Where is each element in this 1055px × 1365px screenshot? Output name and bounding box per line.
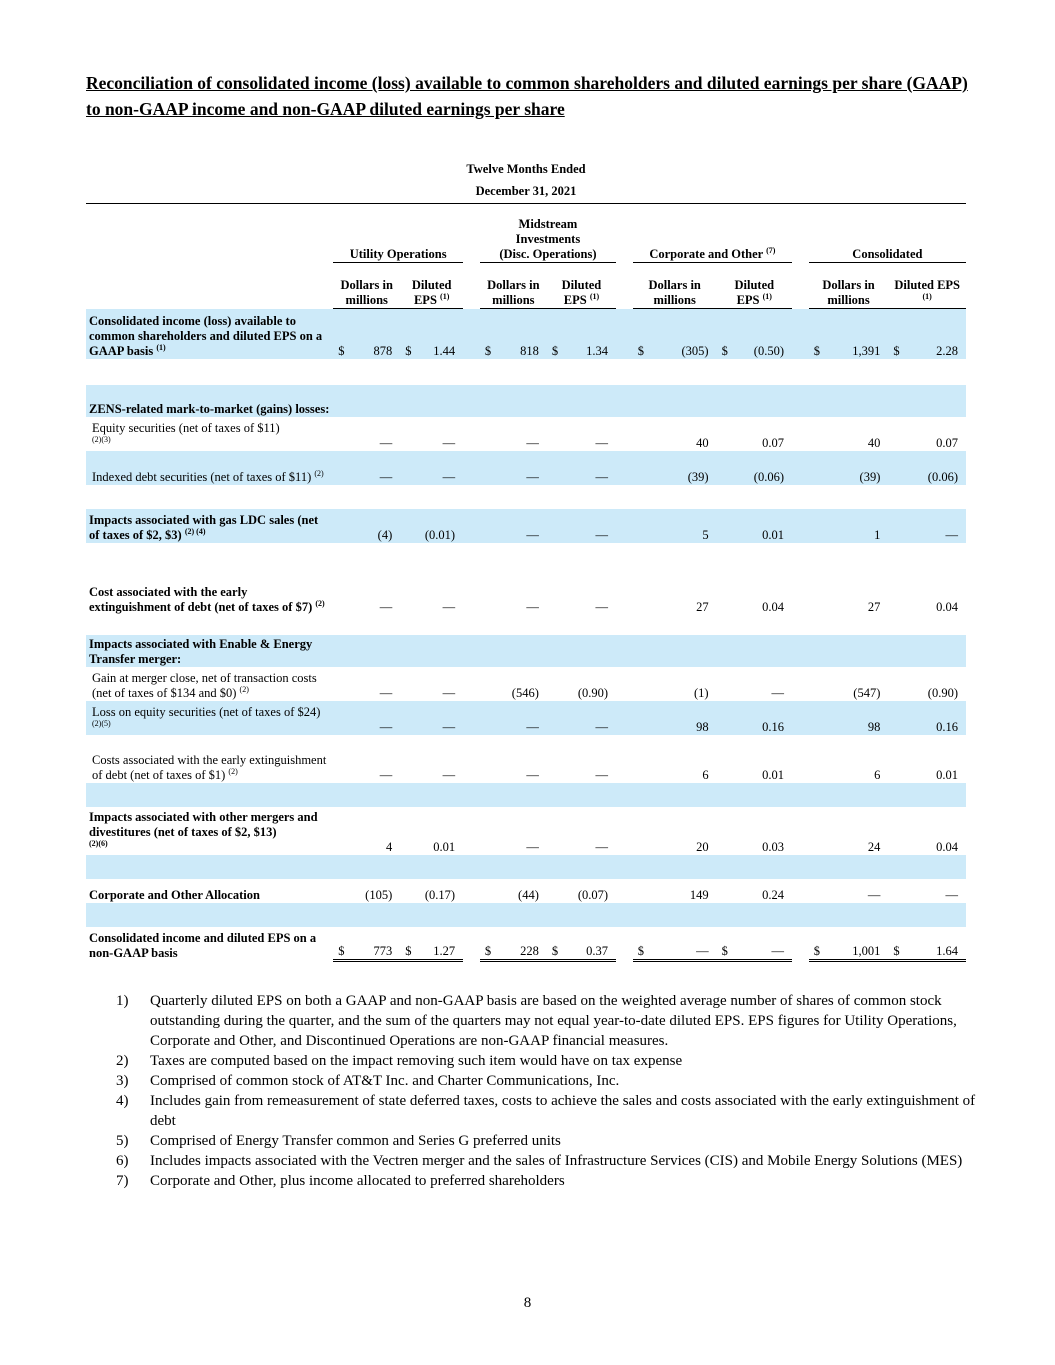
cell-value: — [526,435,539,450]
table-row-costs: Costs associated with the early extinguishment of debt (net of taxes of $1) $^{(2)}$ — — — — 6 0.01 6 0.01 [86,735,966,783]
cell-value: — [526,719,539,734]
cell-value: 24 [867,839,881,854]
cell-value: — [526,599,539,614]
cell-midstream-dollars [480,807,547,855]
cell-utility-dollars [333,927,400,961]
cell-value: 1,001 [852,944,881,958]
cell-consolidated-eps [888,451,966,485]
cell-value: — [595,435,609,450]
table-row-loss: Loss on equity securities (net of taxes of $24) $^{(2)(5)}$ — — — — 98 0.16 98 0.16 [86,701,966,735]
cell-value: 27 [696,599,709,614]
cell-utility-dollars [333,667,400,701]
period-header [86,158,966,202]
cell-corporate-dollars [633,701,717,735]
table-row-ldc: Impacts associated with gas LDC sales (net of taxes of $2, $3) $^{(2) (4)}$ (4) (0.01) — — 5 0.01 1 — [86,509,966,543]
cell-midstream-dollars [480,451,547,485]
segment-header-row [86,204,966,263]
cell-value: — [379,719,393,734]
cell-midstream-dollars [480,735,547,783]
cell-value: (546) [511,685,539,700]
dollar-sign: $ [405,343,412,358]
cell-value: (305) [681,343,709,358]
cell-utility-eps [400,667,463,701]
cell-value: (0.17) [424,887,456,902]
cell-utility-dollars [333,735,400,783]
cell-consolidated-eps [888,667,966,701]
cell-value: 149 [689,887,709,902]
cell-utility-eps [400,417,463,451]
cell-value: — [595,469,609,484]
cell-utility-dollars [333,509,400,543]
cell-corporate-eps [717,735,792,783]
cell-corporate-eps [717,927,792,961]
cell-consolidated-dollars [809,309,889,359]
cell-utility-dollars [333,417,400,451]
cell-value: 1.34 [586,343,609,358]
table-row-enable-heading: Impacts associated with Enable & Energy Transfer merger: [86,635,966,667]
cell-utility-eps [400,927,463,961]
reconciliation-table-wrap [86,203,966,962]
cell-value: — [595,767,609,782]
table-row-early-extinguishment: Cost associated with the early extinguishment of debt (net of taxes of $7) $^{(2)}$ — — — — 27 0.04 27 0.04 [86,567,966,615]
cell-value: (105) [365,887,393,902]
cell-value: 20 [696,839,709,854]
cell-value: — [379,435,393,450]
cell-utility-eps [400,451,463,485]
dollar-sign: $ [551,944,559,958]
dollar-sign: $ [721,343,728,358]
cell-value: 40 [867,435,881,450]
cell-consolidated-eps [888,879,966,903]
table-row-equity: Equity securities (net of taxes of $11) $^{(2)(3)}$ — — — — 40 0.07 40 0.07 [86,417,966,451]
reconciliation-table [86,203,966,962]
cell-value: — [595,527,609,542]
footnote: 2) Taxes are computed based on the impact removing such item would have on tax expense [116,1053,683,1069]
page-title: Reconciliation of consolidated income (loss) available to common shareholders and diluted earnings per share (GAAP) to non-GAAP income and non-GAAP diluted earnings per share [86,73,968,119]
cell-midstream-dollars [480,417,547,451]
cell-value: 1.27 [433,944,456,958]
cell-value: 0.24 [762,887,784,902]
cell-value: — [526,839,539,854]
cell-value: 1 [874,527,881,542]
cell-value: 0.04 [762,599,784,614]
cell-midstream-eps [547,451,616,485]
table-row-nongaap: Consolidated income and diluted EPS on a non-GAAP basis $ 773 $ 1.27 $ 228 $ 0.37 $ — $ — $ 1,001 $ 1.64 [86,927,966,961]
cell-midstream-dollars [480,927,547,961]
cell-corporate-dollars [633,879,717,903]
period-line1: Twelve Months Ended [466,162,586,176]
cell-value: — [379,685,393,700]
cell-value: (0.90) [927,685,958,700]
cell-utility-dollars [333,807,400,855]
dollar-sign: $ [338,343,345,358]
cell-value: — [526,469,539,484]
cell-midstream-eps [547,567,616,615]
cell-corporate-dollars [633,309,717,359]
cell-consolidated-dollars [809,879,889,903]
cell-corporate-dollars [633,509,717,543]
cell-value: 0.16 [762,719,784,734]
cell-midstream-eps [547,879,616,903]
cell-consolidated-eps [888,417,966,451]
cell-value: (0.06) [753,469,784,484]
dollar-sign: $ [484,343,492,358]
cell-value: 0.07 [936,435,958,450]
cell-midstream-eps [547,309,616,359]
cell-value: (0.50) [753,343,784,358]
cell-consolidated-dollars [809,509,889,543]
cell-consolidated-eps [888,701,966,735]
cell-value: — [379,599,393,614]
dollar-sign: $ [551,343,559,358]
cell-corporate-dollars [633,451,717,485]
cell-value: (4) [377,527,393,542]
cell-corporate-dollars [633,567,717,615]
cell-value: — [442,719,456,734]
footnotes [116,991,976,1191]
cell-corporate-eps [717,451,792,485]
footnote: 4) Includes gain from remeasurement of state deferred taxes, costs to achieve the sales and costs associated with the early extinguishment of debt [116,1093,976,1129]
cell-value: (44) [518,887,539,902]
cell-midstream-eps [547,667,616,701]
cell-midstream-eps [547,927,616,961]
eps-header-midstream: Diluted EPS $^{(1)}$ [547,273,616,309]
cell-value: 0.07 [762,435,784,450]
cell-consolidated-eps [888,927,966,961]
cell-corporate-dollars [633,735,717,783]
cell-corporate-eps [717,667,792,701]
cell-corporate-dollars [633,417,717,451]
cell-consolidated-dollars [809,567,889,615]
cell-midstream-dollars [480,667,547,701]
cell-value: 0.01 [762,527,784,542]
cell-value: (39) [687,469,709,484]
cell-value: — [442,767,456,782]
cell-utility-dollars [333,309,400,359]
cell-value: — [595,599,609,614]
cell-consolidated-eps [888,735,966,783]
table-row-other-mergers: Impacts associated with other mergers and divestitures (net of taxes of $2, $13) $^{(2)(6)}$ 4 0.01 — — 20 0.03 24 0.04 [86,807,966,855]
cell-midstream-dollars [480,509,547,543]
cell-value: 6 [702,767,709,782]
cell-value: 2.28 [936,343,958,358]
table-row-gaap: Consolidated income (loss) available to common shareholders and diluted EPS on a GAAP basis $^{(1)}$ $ 878 $ 1.44 $ 818 $ 1.34 $ (305) $ (0.50) $ 1,391 $ 2.28 [86,309,966,359]
cell-midstream-eps [547,509,616,543]
cell-value: (39) [859,469,881,484]
table-row-indexed: Indexed debt securities (net of taxes of $11) $^{(2)}$ — — — — (39) (0.06) (39) (0.06) [86,451,966,485]
eps-header-corporate: Diluted EPS $^{(1)}$ [717,273,792,309]
cell-value: (1) [693,685,709,700]
dollars-header-midstream: Dollars in millions [480,273,547,309]
cell-corporate-eps [717,509,792,543]
cell-utility-eps [400,807,463,855]
eps-header-utility: Diluted EPS $^{(1)}$ [400,273,463,309]
dollar-sign: $ [893,343,900,358]
cell-corporate-dollars [633,667,717,701]
cell-midstream-eps [547,735,616,783]
cell-midstream-eps [547,807,616,855]
segment-corporate: Corporate and Other $^{(7)}$ [633,204,792,263]
cell-value: 228 [520,944,539,958]
dollar-sign: $ [484,944,492,958]
cell-utility-dollars [333,567,400,615]
cell-value: — [442,599,456,614]
cell-utility-dollars [333,451,400,485]
cell-utility-dollars [333,701,400,735]
dollar-sign: $ [637,944,645,958]
cell-value: — [442,685,456,700]
cell-value: 4 [386,839,393,854]
cell-value: 40 [696,435,709,450]
segment-midstream: Midstream Investments (Disc. Operations) [480,204,616,263]
cell-midstream-dollars [480,567,547,615]
cell-consolidated-eps [888,567,966,615]
cell-value: 98 [696,719,709,734]
cell-midstream-dollars [480,309,547,359]
cell-value: — [379,767,393,782]
page-number: 8 [523,1295,532,1311]
cell-consolidated-dollars [809,451,889,485]
segment-consolidated: Consolidated [809,204,966,263]
footnote: 5) Comprised of Energy Transfer common and Series G preferred units [116,1133,561,1149]
cell-utility-dollars [333,879,400,903]
cell-value: — [595,839,609,854]
cell-utility-eps [400,701,463,735]
cell-consolidated-dollars [809,667,889,701]
cell-value: 773 [373,944,393,958]
cell-utility-eps [400,567,463,615]
cell-value: 6 [874,767,881,782]
cell-midstream-dollars [480,701,547,735]
cell-midstream-eps [547,701,616,735]
eps-header-consolidated: Diluted EPS $^{(1)}$ [888,273,966,309]
cell-value: — [526,527,539,542]
subheader-row [86,273,966,309]
cell-corporate-dollars [633,807,717,855]
dollar-sign: $ [721,944,728,958]
cell-value: (0.07) [577,887,609,902]
cell-midstream-dollars [480,879,547,903]
cell-value: 98 [867,719,881,734]
cell-value: 0.04 [936,599,958,614]
cell-value: (0.01) [424,527,456,542]
cell-value: — [442,469,456,484]
segment-utility: Utility Operations [333,204,463,263]
cell-consolidated-dollars [809,807,889,855]
cell-value: — [945,527,958,542]
cell-value: 0.04 [936,839,958,854]
dollars-header-utility: Dollars in millions [333,273,400,309]
table-row-gain: Gain at merger close, net of transaction costs (net of taxes of $134 and $0) $^{(2)}$ — — (546) (0.90) (1) — (547) (0.90) [86,667,966,701]
cell-consolidated-eps [888,807,966,855]
cell-value: 0.03 [762,839,784,854]
cell-corporate-eps [717,309,792,359]
dollars-header-corporate: Dollars in millions [633,273,717,309]
cell-utility-eps [400,735,463,783]
cell-value: — [442,435,456,450]
cell-value: 5 [702,527,709,542]
cell-midstream-eps [547,417,616,451]
cell-value: 0.01 [433,839,456,854]
cell-value: — [867,887,881,902]
period-line2: December 31, 2021 [475,184,577,198]
cell-value: 1.64 [936,944,958,958]
cell-corporate-eps [717,701,792,735]
cell-value: 0.01 [936,767,958,782]
cell-consolidated-dollars [809,927,889,961]
cell-consolidated-eps [888,509,966,543]
cell-value: — [595,719,609,734]
cell-corporate-eps [717,807,792,855]
cell-value: — [771,944,784,958]
dollar-sign: $ [637,343,645,358]
cell-value: 0.37 [586,944,609,958]
cell-value: 1,391 [852,343,881,358]
cell-consolidated-dollars [809,701,889,735]
table-row-zens-heading: ZENS-related mark-to-market (gains) losses: [86,385,966,417]
cell-corporate-dollars [633,927,717,961]
footnote: 3) Comprised of common stock of AT&T Inc. and Charter Communications, Inc. [116,1073,620,1089]
cell-value: (0.90) [577,685,609,700]
cell-value: 818 [520,343,539,358]
cell-value: (0.06) [927,469,958,484]
cell-utility-eps [400,509,463,543]
cell-value: — [945,887,958,902]
cell-value: 878 [373,343,393,358]
footnote: 7) Corporate and Other, plus income allocated to preferred shareholders [116,1173,565,1189]
cell-corporate-eps [717,417,792,451]
dollar-sign: $ [338,944,345,958]
dollar-sign: $ [813,944,820,958]
dollar-sign: $ [893,944,900,958]
dollar-sign: $ [405,944,412,958]
cell-consolidated-dollars [809,417,889,451]
cell-value: 0.01 [762,767,784,782]
cell-value: — [379,469,393,484]
cell-value: — [696,944,709,958]
cell-value: — [526,767,539,782]
cell-consolidated-dollars [809,735,889,783]
cell-corporate-eps [717,567,792,615]
table-row-allocation: Corporate and Other Allocation (105) (0.17) (44) (0.07) 149 0.24 — — [86,879,966,903]
cell-value: (547) [853,685,881,700]
cell-consolidated-eps [888,309,966,359]
cell-utility-eps [400,879,463,903]
footnote: 1) Quarterly diluted EPS on both a GAAP and non-GAAP basis are based on the weighted average number of shares of common stock outstanding during the quarter, and the sum of the quarters may not equal year-to-date diluted EPS. EPS figures for Utility Operations, Corporate and Other, and Discontinued Operations are non-GAAP financial measures. [116,993,957,1049]
cell-value: 0.16 [936,719,958,734]
dollar-sign: $ [813,343,820,358]
cell-value: — [771,685,784,700]
cell-value: 1.44 [433,343,456,358]
cell-corporate-eps [717,879,792,903]
cell-utility-eps [400,309,463,359]
footnote: 6) Includes impacts associated with the Vectren merger and the sales of Infrastructure Services (CIS) and Mobile Energy Solutions (MES) [116,1153,963,1169]
cell-value: 27 [867,599,881,614]
dollars-header-consolidated: Dollars in millions [809,273,889,309]
